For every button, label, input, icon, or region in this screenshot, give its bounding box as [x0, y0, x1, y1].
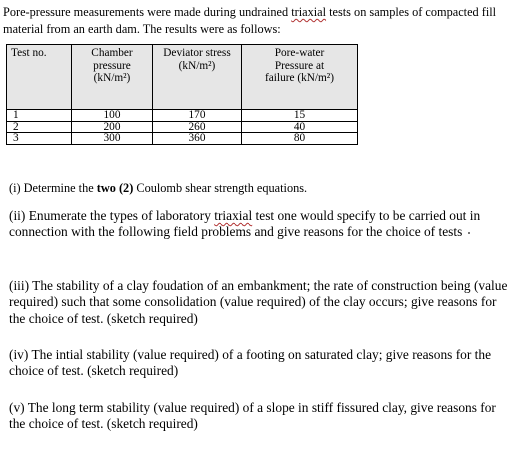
table-cell: 170	[153, 110, 242, 122]
question-2-part2: test one would specify to be carried out in connection with the following field problems and give reasons for the choice of tests	[9, 208, 481, 240]
question-3: (iii) The stability of a clay foudation of an embankment; the rate of construction being (value required) such that some consolidation (value required) of the clay occurs; give reasons for the choice of test. (sketch required)	[9, 278, 508, 326]
header-deviator-stress	[153, 45, 242, 110]
table-cell: 260	[153, 121, 242, 133]
table-cell: 3	[7, 133, 72, 145]
question-5: (v) The long term stability (value required) of a slope in stiff fissured clay, give reasons for the choice of test. (sketch required)	[9, 400, 496, 432]
table-cell: 80	[242, 133, 358, 145]
table-cell: 360	[153, 133, 242, 145]
table-header-row	[7, 45, 358, 110]
table-cell: 40	[242, 121, 358, 133]
question-2	[9, 208, 515, 241]
results-table	[6, 44, 358, 145]
stray-mark	[468, 232, 470, 234]
table-cell: 2	[7, 121, 72, 133]
question-4: (iv) The intial stability (value required) of a footing on saturated clay; give reasons for the choice of test. (sketch required)	[9, 347, 492, 379]
question-1-suffix: Coulomb shear strength equations.	[133, 181, 308, 195]
question-1-bold: two (2)	[96, 181, 134, 195]
question-2-part1: (ii) Enumerate the types of laboratory	[9, 208, 215, 223]
header-test-no: Test no.	[7, 45, 72, 110]
problem-intro	[3, 4, 517, 38]
table-cell: 1	[7, 110, 72, 122]
table-cell: 100	[72, 110, 153, 122]
question-1-prefix: (i) Determine the	[9, 181, 97, 195]
question-1	[9, 180, 515, 196]
header-pore-water-pressure	[242, 45, 358, 110]
intro-text-part2: tests on samples of compacted fill material from an earth dam. The results were as follows:	[3, 5, 497, 36]
table-row	[7, 110, 358, 122]
intro-spellcheck-word: triaxial	[291, 5, 327, 19]
table-cell: 15	[242, 110, 358, 122]
header-pore-water-pressure-label: Pore-water Pressure at failure (kN/m²)	[265, 47, 334, 84]
table-cell: 200	[72, 121, 153, 133]
header-chamber-pressure-label: Chamber pressure (kN/m²)	[91, 47, 133, 84]
header-deviator-stress-label: Deviator stress (kN/m²)	[163, 47, 231, 72]
question-2-spellcheck-word: triaxial	[214, 208, 253, 223]
intro-text-part1: Pore-pressure measurements were made during undrained	[3, 5, 292, 19]
table-row	[7, 133, 358, 145]
table-row	[7, 121, 358, 133]
header-chamber-pressure	[72, 45, 153, 110]
table-cell: 300	[72, 133, 153, 145]
